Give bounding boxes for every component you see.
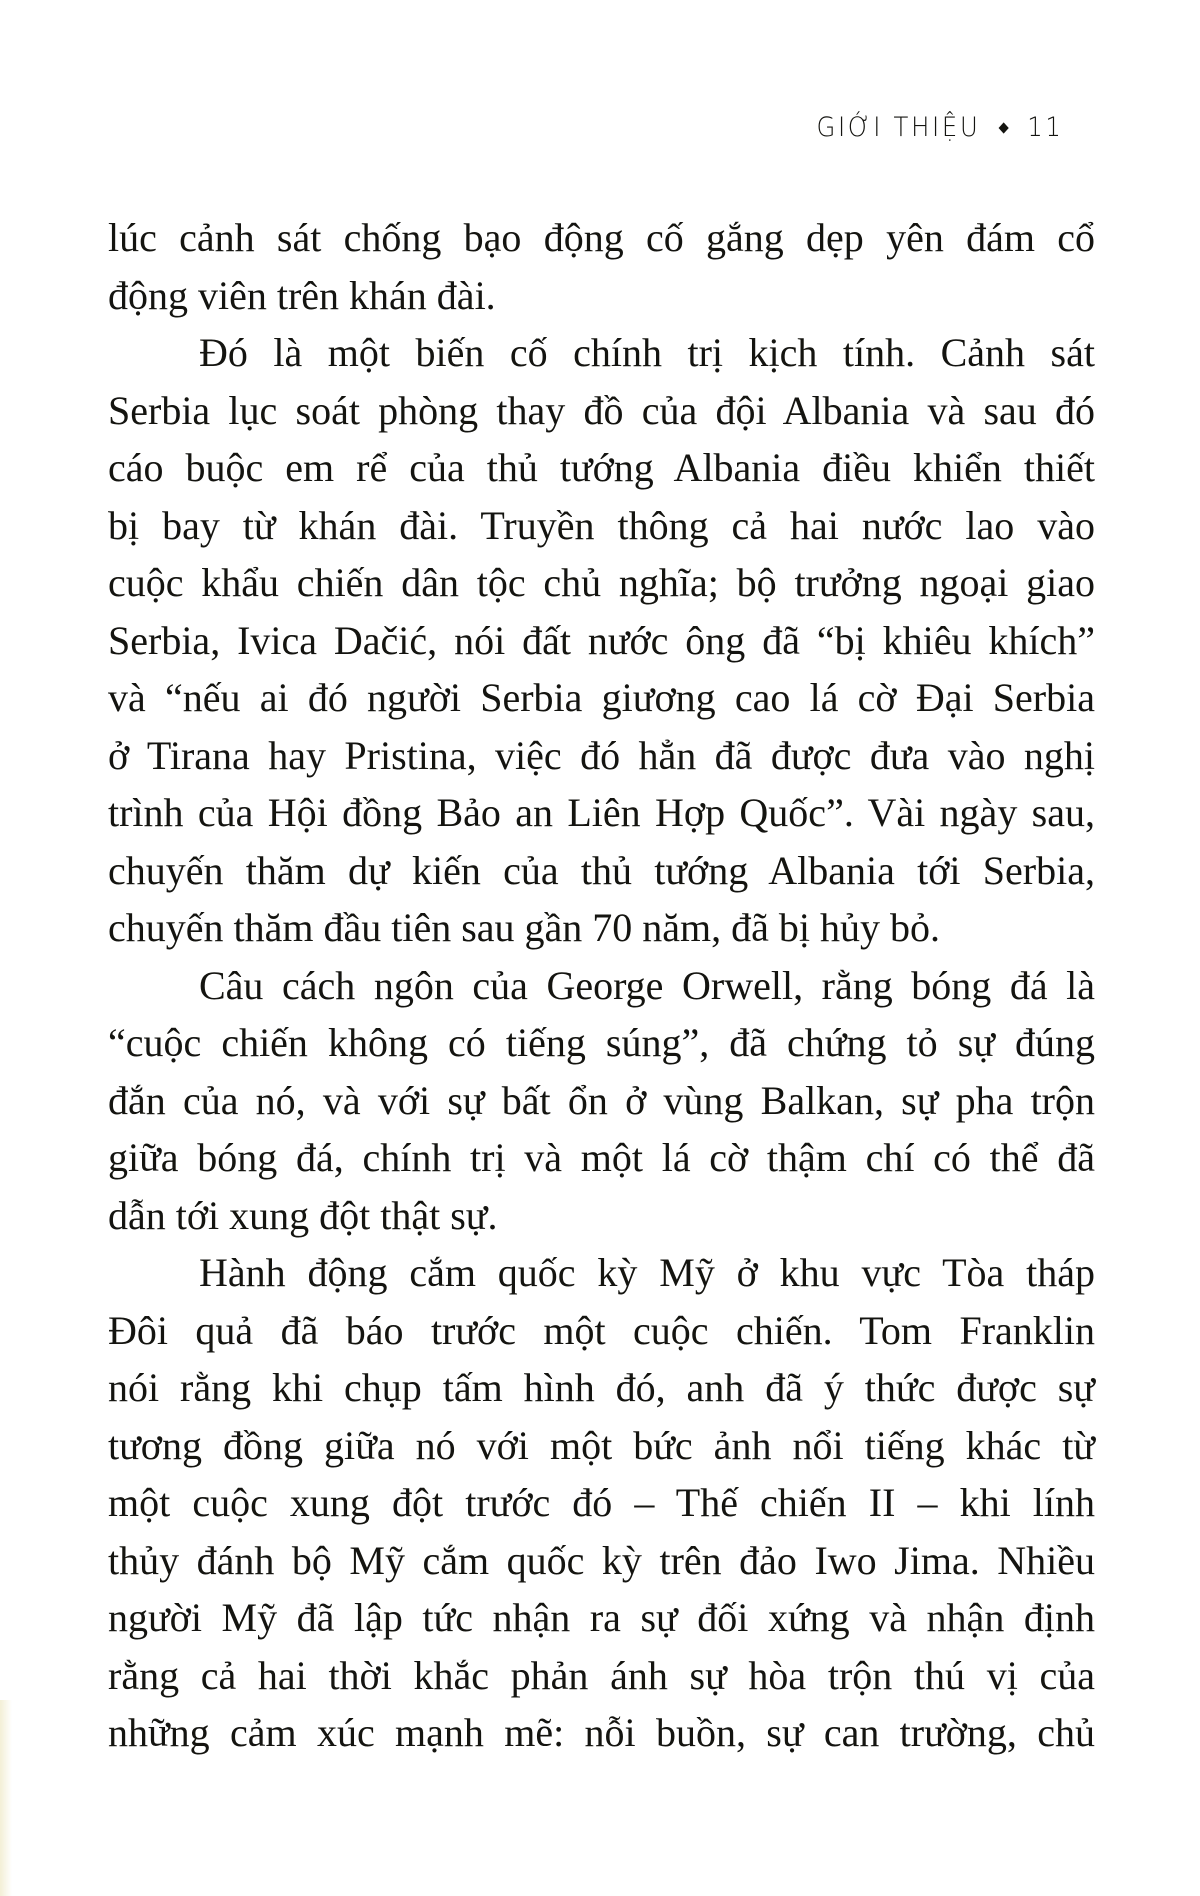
text-line: chuyến thăm đầu tiên sau gần 70 năm, đã bị hủy bỏ. <box>108 905 941 950</box>
text-line: bị bay từ khán đài. Truyền thông cả hai nước lao vào <box>108 502 1095 548</box>
text-line: những cảm xúc mạnh mẽ: nỗi buồn, sự can trường, chủ <box>108 1710 1095 1755</box>
body-text <box>108 209 1095 1762</box>
text-line: Serbia lục soát phòng thay đồ của đội Albania và sau đó <box>108 387 1095 433</box>
text-line: trình của Hội đồng Bảo an Liên Hợp Quốc”. Vài ngày sau, <box>108 790 1095 835</box>
text-line: Hành động cắm quốc kỳ Mỹ ở khu vực Tòa tháp <box>199 1250 1095 1295</box>
text-line: nói rằng khi chụp tấm hình đó, anh đã ý thức được sự <box>108 1365 1095 1410</box>
text-line: Serbia, Ivica Dačić, nói đất nước ông đã “bị khiêu khích” <box>108 617 1095 663</box>
text-line: dẫn tới xung đột thật sự. <box>108 1192 498 1238</box>
text-line: lúc cảnh sát chống bạo động cố gắng dẹp yên đám cổ <box>108 215 1095 260</box>
text-line: Đôi quả đã báo trước một cuộc chiến. Tom Franklin <box>108 1307 1095 1353</box>
text-line: tương đồng giữa nó với một bức ảnh nổi tiếng khác từ <box>108 1422 1095 1468</box>
text-line: giữa bóng đá, chính trị và một lá cờ thậm chí có thể đã <box>108 1135 1095 1180</box>
text-line: thủy đánh bộ Mỹ cắm quốc kỳ trên đảo Iwo Jima. Nhiều <box>108 1537 1095 1583</box>
text-line: “cuộc chiến không có tiếng súng”, đã chứng tỏ sự đúng <box>108 1020 1095 1065</box>
text-line: đắn của nó, và với sự bất ổn ở vùng Balkan, sự pha trộn <box>108 1077 1095 1123</box>
text-line: Đó là một biến cố chính trị kịch tính. Cảnh sát <box>199 330 1095 375</box>
text-line: Câu cách ngôn của George Orwell, rằng bóng đá là <box>199 962 1095 1008</box>
text-line: động viên trên khán đài. <box>108 272 496 318</box>
text-line: chuyến thăm dự kiến của thủ tướng Albania tới Serbia, <box>108 847 1095 893</box>
text-line: và “nếu ai đó người Serbia giương cao lá cờ Đại Serbia <box>108 675 1095 720</box>
text-line: một cuộc xung đột trước đó – Thế chiến II – khi lính <box>108 1480 1095 1525</box>
bullet-separator-icon <box>999 122 1009 133</box>
text-line: cáo buộc em rể của thủ tướng Albania điều khiển thiết <box>108 445 1095 490</box>
section-title: GIỚI THIỆU <box>816 112 981 143</box>
running-header <box>817 112 1064 143</box>
page-number: 11 <box>1027 112 1064 143</box>
text-line: rằng cả hai thời khắc phản ánh sự hòa trộn thú vị của <box>108 1652 1095 1698</box>
page-edge-shadow <box>0 1700 12 1896</box>
text-line: cuộc khẩu chiến dân tộc chủ nghĩa; bộ trưởng ngoại giao <box>108 560 1095 605</box>
text-line: người Mỹ đã lập tức nhận ra sự đối xứng và nhận định <box>108 1595 1095 1640</box>
text-line: ở Tirana hay Pristina, việc đó hẳn đã được đưa vào nghị <box>108 732 1095 778</box>
